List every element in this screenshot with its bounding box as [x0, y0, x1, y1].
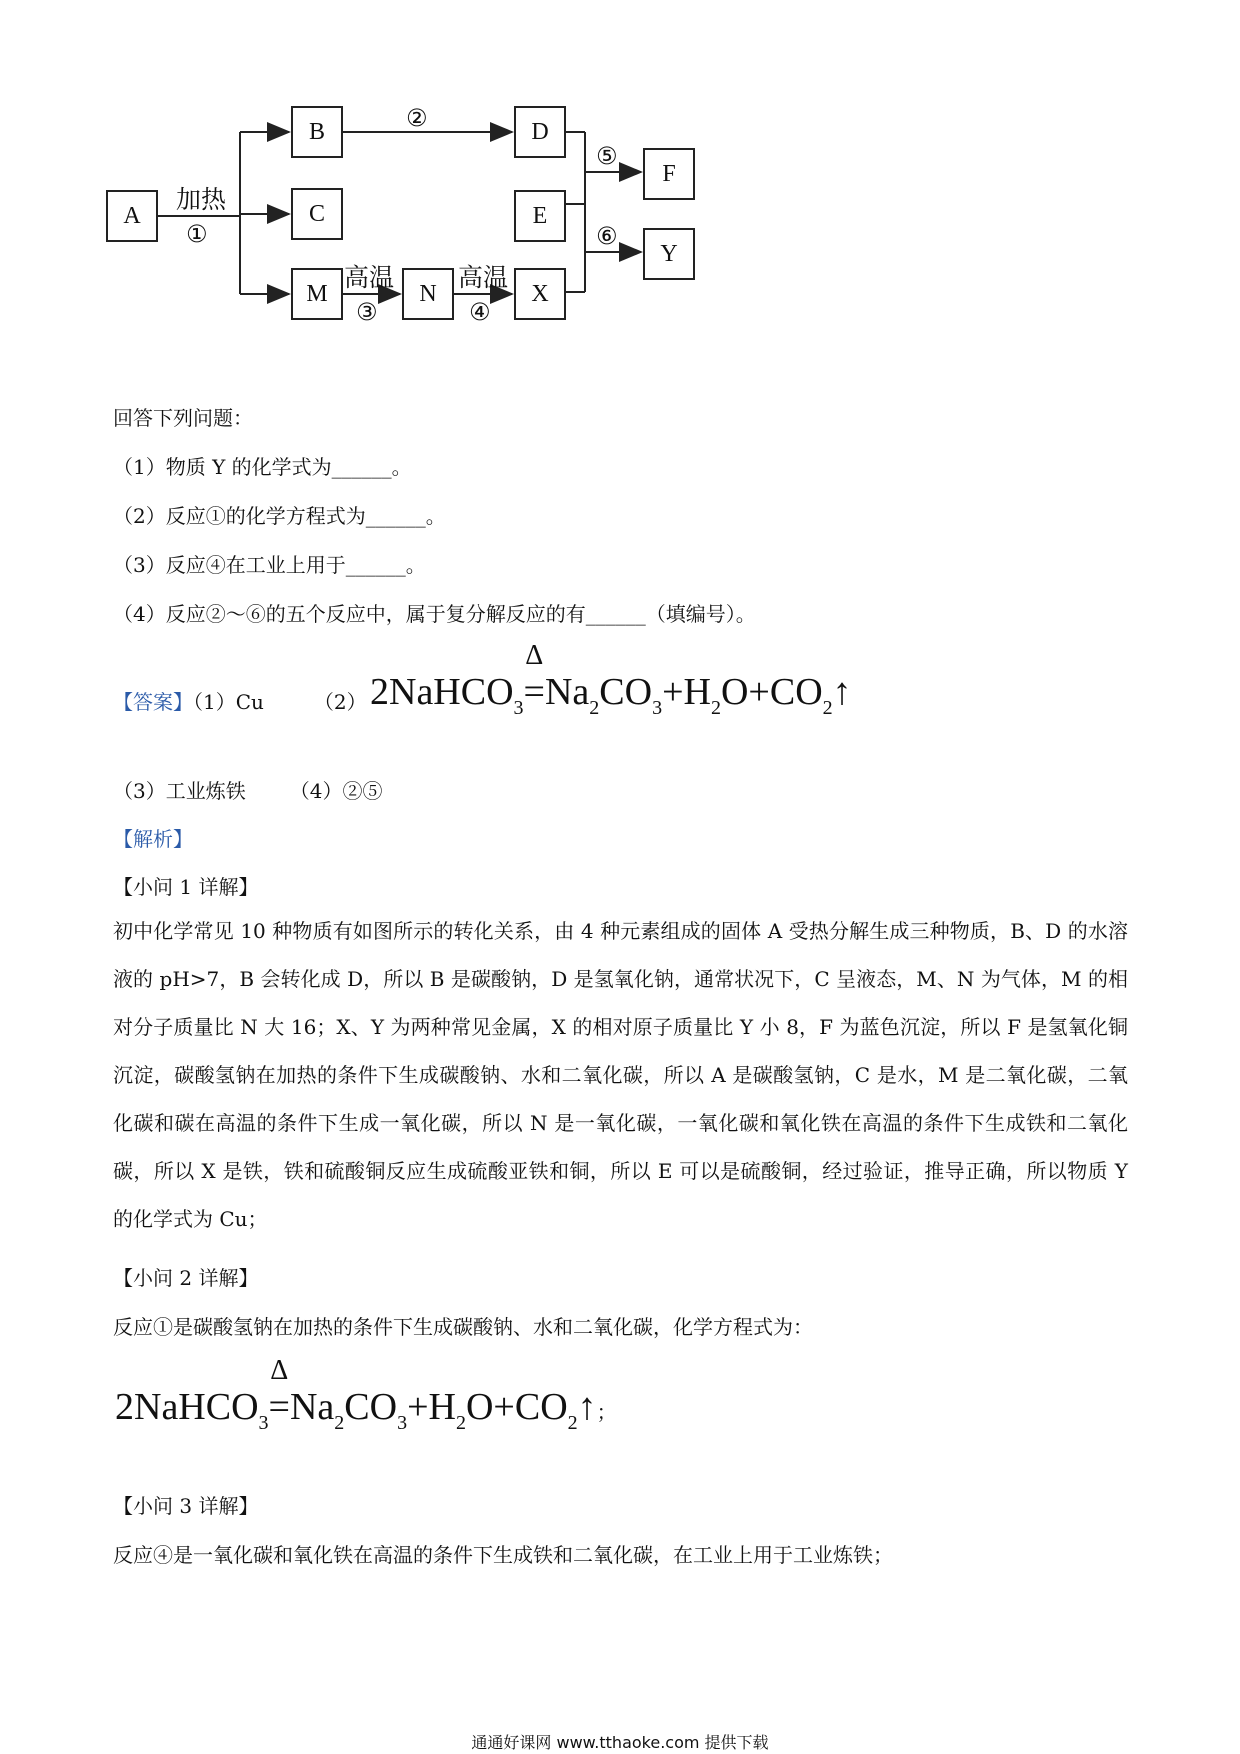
- label-reaction-1: ①: [186, 220, 208, 248]
- answer-blank: ______: [585, 602, 646, 626]
- question-2: （2）反应①的化学方程式为______。: [113, 504, 446, 528]
- answer-blank: ______: [331, 455, 392, 479]
- node-c: C: [291, 188, 343, 240]
- node-e: E: [514, 190, 566, 242]
- answer-1: （1）Cu: [193, 690, 264, 714]
- node-d: D: [514, 106, 566, 158]
- question-4: （4）反应②～⑥的五个反应中，属于复分解反应的有______（填编号）。: [113, 602, 756, 626]
- label-reaction-2: ②: [406, 104, 428, 132]
- answer-2-prefix: （2）: [313, 690, 367, 714]
- sub1-title: 【小问 1 详解】: [113, 875, 259, 899]
- sub1-text: 初中化学常见 10 种物质有如图所示的转化关系，由 4 种元素组成的固体 A 受热分解生成三种物质，B、D 的水溶液的 pH>7，B 会转化成 D，所以 B 是碳酸钠，D 是氢氧化钠，通常状况下，C 呈液态，M、N 为气体，M 的相对分子质量比 N 大 16；X、Y 为两种常见金属，X 的相对原子质量比 Y 小 8，F 为蓝色沉淀，所以 F 是氢氧化铜沉淀，碳酸氢钠在加热的条件下生成碳酸钠、水和二氧化碳，所以 A 是碳酸氢钠，C 是水，M 是二氧化碳，二氧化碳和碳在高温的条件下生成一氧化碳，所以 N 是一氧化碳，一氧化碳和氧化铁在高温的条件下生成铁和二氧化碳，所以 X 是铁，铁和硫酸铜反应生成硫酸亚铁和铜，所以 E 可以是硫酸铜，经过验证，推导正确，所以物质 Y 的化学式为 Cu；: [113, 919, 1128, 1231]
- analysis-tag: 【解析】: [113, 827, 193, 851]
- sub3-text: 反应④是一氧化碳和氧化铁在高温的条件下生成铁和二氧化碳，在工业上用于工业炼铁；: [113, 1543, 893, 1567]
- label-reaction-3: ③: [356, 298, 378, 326]
- sub2-text: 反应①是碳酸氢钠在加热的条件下生成碳酸钠、水和二氧化碳，化学方程式为：: [113, 1315, 813, 1339]
- node-m: M: [291, 268, 343, 320]
- answer-3: （3）工业炼铁: [113, 779, 246, 803]
- answer-equation: 2NaHCO$_3$ Δ $=Na_2CO_3+H_2O+CO_2↑$: [370, 640, 852, 719]
- label-reaction-4: ④: [469, 298, 491, 326]
- node-f: F: [643, 148, 695, 200]
- answer-line-1: [113, 686, 367, 715]
- answer-blank: ______: [365, 504, 426, 528]
- question-3: （3）反应④在工业上用于______。: [113, 553, 426, 577]
- question-1: （1）物质 Y 的化学式为______。: [113, 455, 412, 479]
- heat-condition: Δ =: [523, 640, 545, 713]
- label-high-temp-3: 高温: [344, 263, 395, 292]
- questions-intro: 回答下列问题：: [113, 406, 253, 430]
- analysis-equation: 2NaHCO$_3$ Δ $=Na_2CO_3+H_2O+CO_2↑$；: [115, 1355, 617, 1434]
- heat-condition: Δ =: [268, 1355, 290, 1428]
- node-x: X: [514, 268, 566, 320]
- label-high-temp-4: 高温: [458, 263, 509, 292]
- node-y: Y: [643, 228, 695, 280]
- label-reaction-6: ⑥: [596, 222, 618, 250]
- node-b: B: [291, 106, 343, 158]
- node-a: A: [106, 190, 158, 242]
- answer-line-2: [113, 775, 382, 804]
- sub2-title: 【小问 2 详解】: [113, 1266, 259, 1290]
- page-footer: 通通好课网 www.tthaoke.com 提供下载: [471, 1733, 769, 1752]
- node-n: N: [402, 268, 454, 320]
- answer-blank: ______: [345, 553, 406, 577]
- label-reaction-5: ⑤: [596, 142, 618, 170]
- answer-tag: 【答案】: [113, 690, 193, 714]
- answer-4: （4）②⑤: [289, 779, 383, 803]
- reaction-diagram: [100, 104, 800, 370]
- label-heat: 加热: [176, 185, 227, 214]
- sub3-title: 【小问 3 详解】: [113, 1494, 259, 1518]
